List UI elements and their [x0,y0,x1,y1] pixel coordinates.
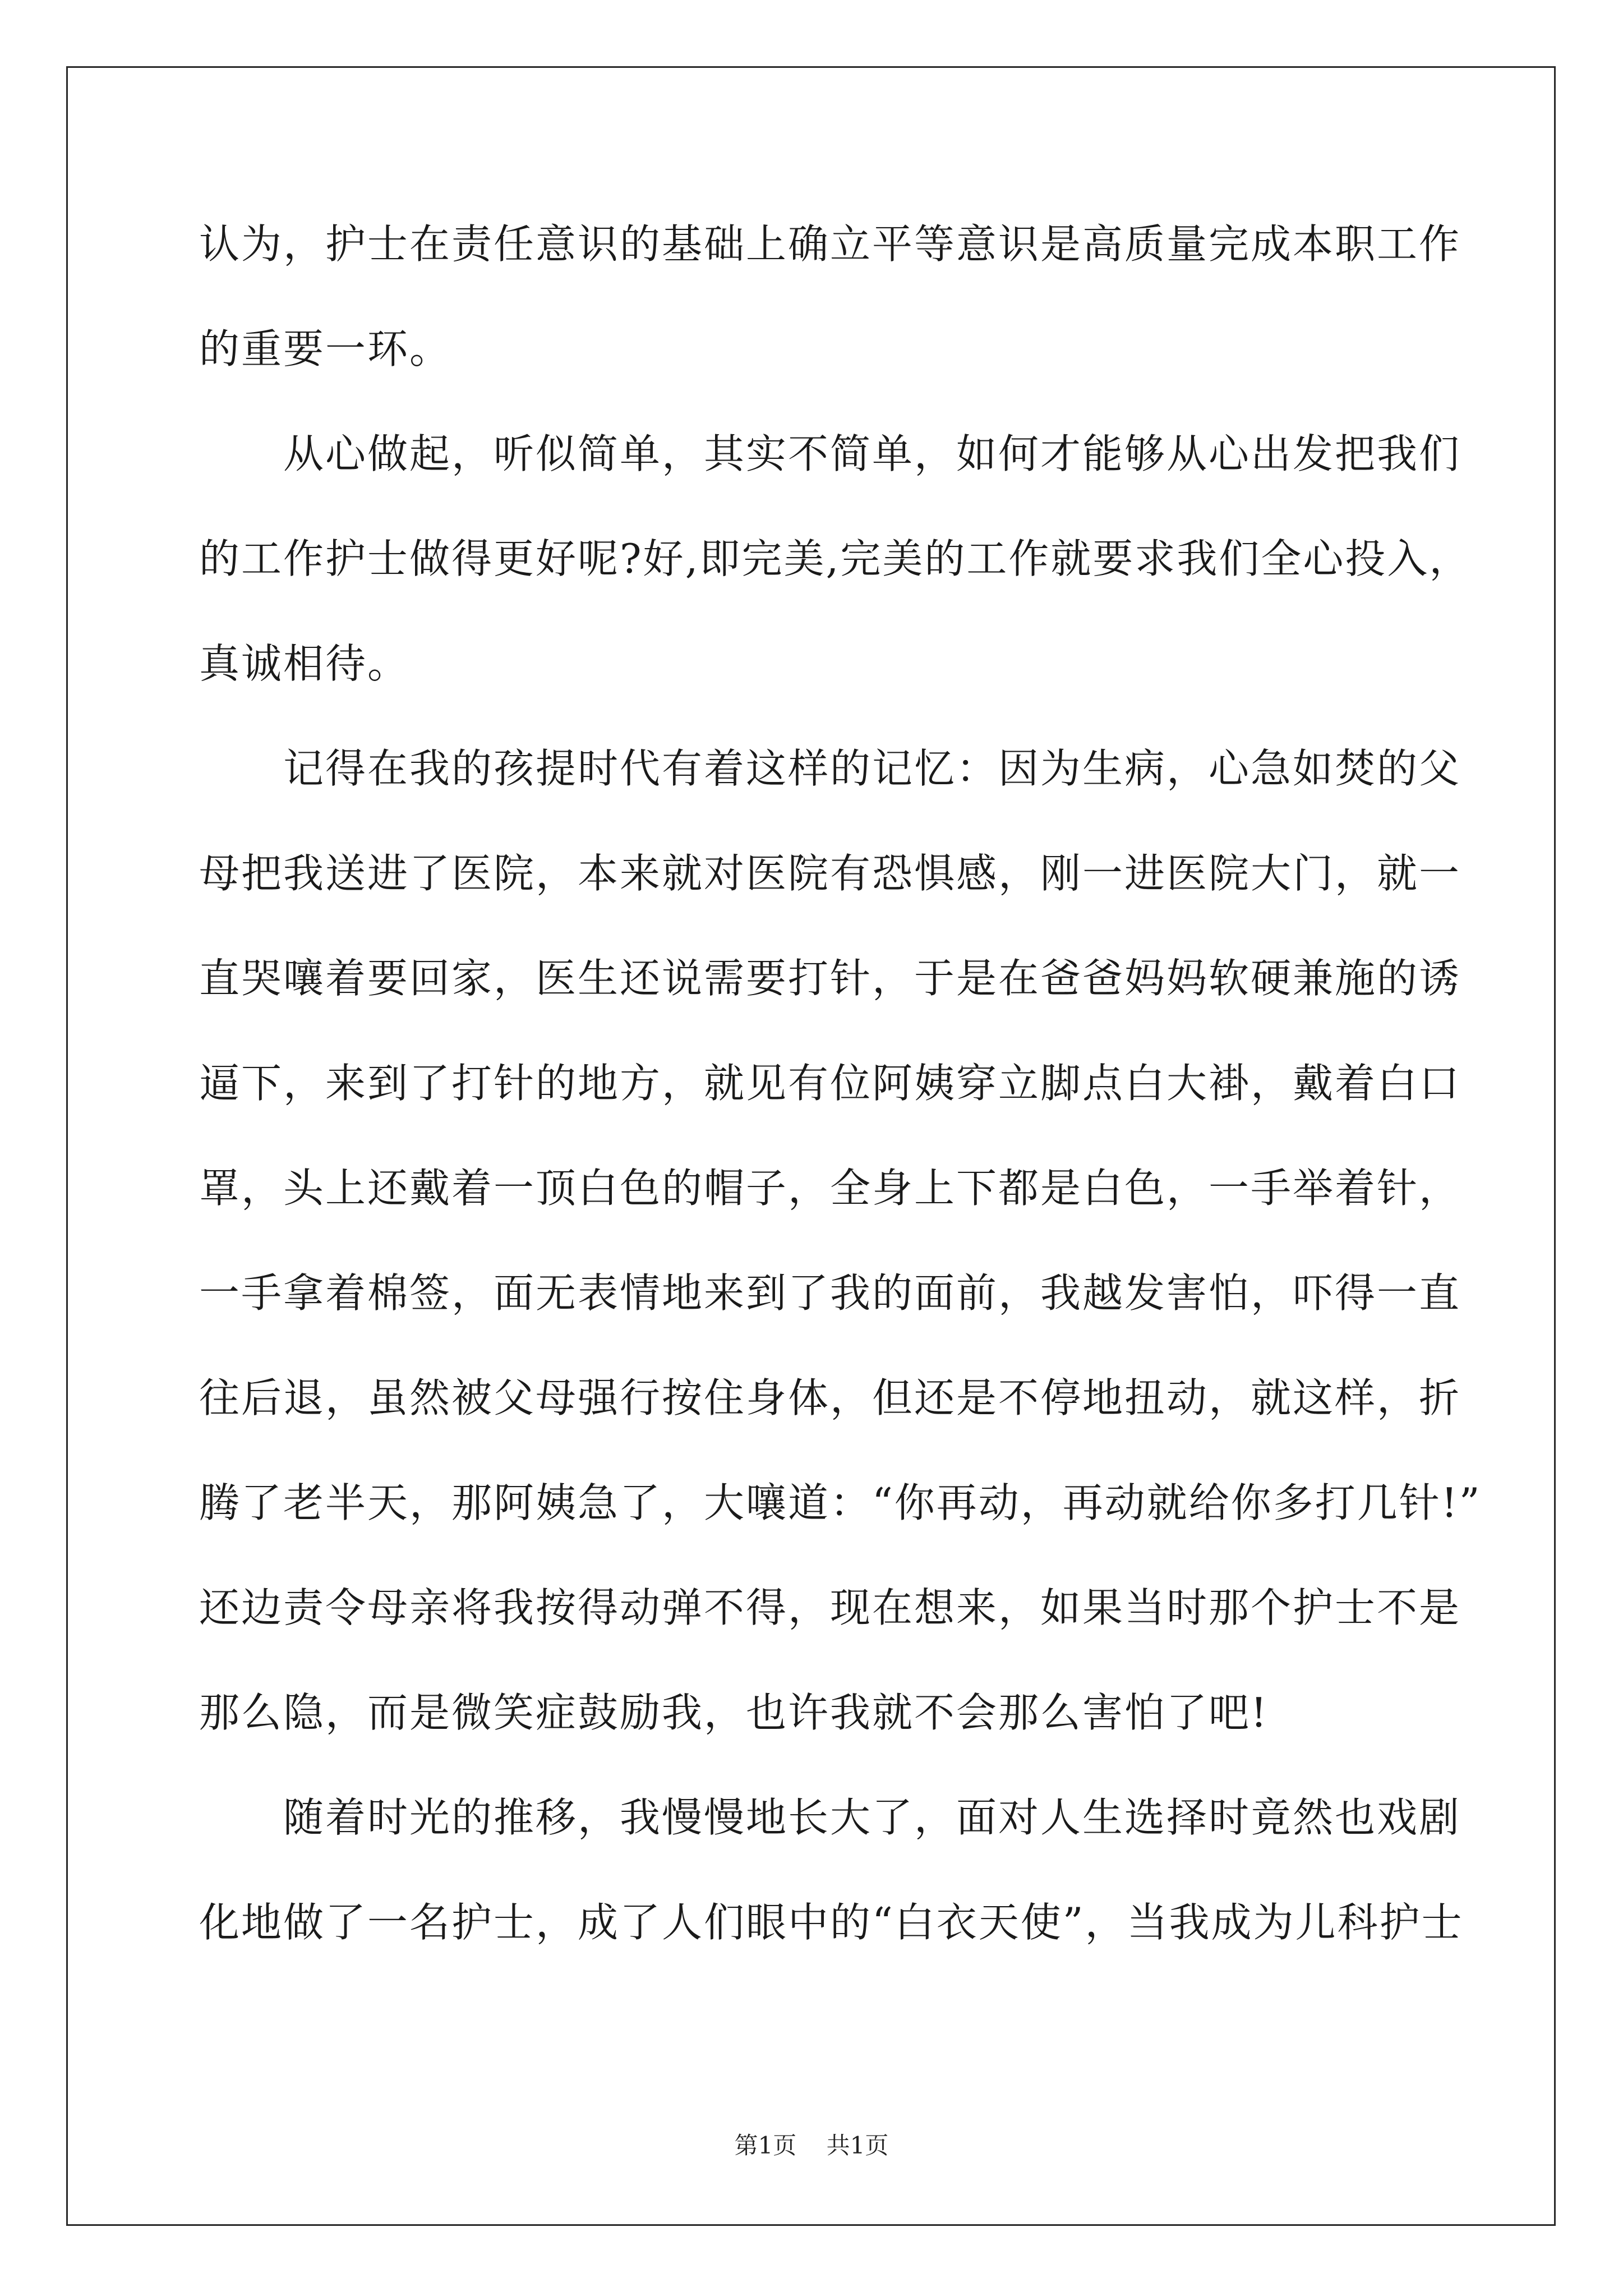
text-line-12: 往后退，虽然被父母强行按住身体，但还是不停地扭动，就这样，折 [199,1374,1461,1421]
page-footer [0,2129,1623,2162]
text-line-6: 记得在我的孩提时代有着这样的记忆：因为生病，心急如焚的父 [283,745,1461,792]
text-line-13: 腾了老半天，那阿姨急了，大嚷道：“你再动，再动就给你多打几针!” [199,1479,1482,1526]
page-number-current: 第1页 [734,2132,797,2159]
text-line-11: 一手拿着棉签，面无表情地来到了我的面前，我越发害怕，吓得一直 [199,1269,1461,1317]
text-line-7: 母把我送进了医院，本来就对医院有恐惧感，刚一进医院大门，就一 [199,850,1461,897]
text-line-5: 真诚相待。 [199,640,410,687]
page-number-total: 共1页 [826,2132,889,2159]
text-line-10: 罩，头上还戴着一顶白色的帽子，全身上下都是白色，一手举着针， [199,1165,1461,1212]
text-line-3: 从心做起，听似简单，其实不简单，如何才能够从心出发把我们 [283,430,1461,477]
document-body [199,210,1482,1994]
text-line-2: 的重要一环。 [199,325,452,372]
text-line-16: 随着时光的推移，我慢慢地长大了，面对人生选择时竟然也戏剧 [283,1794,1461,1841]
text-line-8: 直哭嚷着要回家，医生还说需要打针，于是在爸爸妈妈软硬兼施的诱 [199,955,1461,1002]
text-line-15: 那么隐，而是微笑症鼓励我，也许我就不会那么害怕了吧! [199,1689,1269,1736]
text-line-1: 认为，护士在责任意识的基础上确立平等意识是高质量完成本职工作 [199,220,1461,268]
text-line-4: 的工作护士做得更好呢?好,即完美,完美的工作就要求我们全心投入， [199,535,1472,582]
text-line-14: 还边责令母亲将我按得动弹不得，现在想来，如果当时那个护士不是 [199,1584,1461,1631]
text-line-9: 逼下，来到了打针的地方，就见有位阿姨穿立脚点白大褂，戴着白口 [199,1060,1461,1107]
text-line-17: 化地做了一名护士，成了人们眼中的“白衣天使”，当我成为儿科护士 [199,1899,1464,1946]
